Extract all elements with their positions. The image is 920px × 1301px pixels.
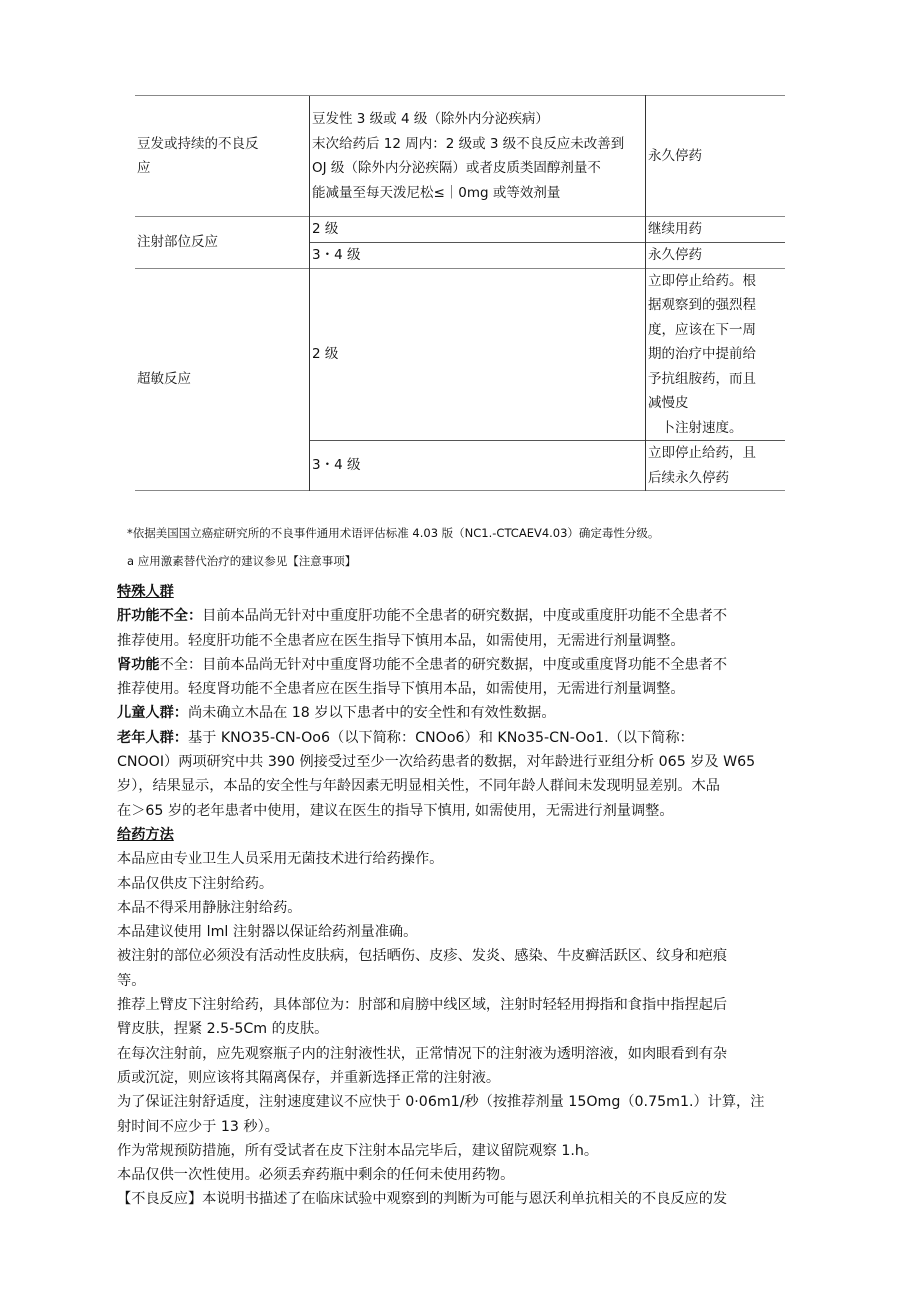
admin-line: 作为常规预防措施，所有受试者在皮下注射本品完毕后，建议留院观察 1.h。 [117,1142,599,1159]
admin-line: 推荐上臂皮下注射给药，具体部位为：肘部和肩膀中线区域，注射时轻轻用拇指和食指中指捏起后 [117,997,728,1014]
grade-cell [310,217,646,243]
section-heading-admin: 给药方法 [117,826,174,843]
action-cell [646,96,786,217]
grade-cell [310,96,646,217]
cell-text: 度，应该在下一周 [648,321,756,338]
item-text: CNOOI）两项研究中共 390 例接受过至少一次给药患者的数据，对年龄进行亚组分析 065 岁及 W65 [117,754,756,771]
table-row [135,96,785,217]
admin-line: 本品仅供一次性使用。必须丢弃药瓶中剩余的任何未使用药物。 [117,1167,515,1184]
cell-text: 立即停止给药。根 [648,272,756,289]
item-text: 在＞65 岁的老年患者中使用，建议在医生的指导下慎用, 如需使用，无需进行剂量调整。 [117,802,674,819]
item-label: 儿童人群： [117,705,188,722]
admin-line: 臂皮肤，捏紧 2.5-5Cm 的皮肤。 [117,1021,329,1038]
condition-cell [135,96,310,217]
grade-cell [310,268,646,441]
item-label: 肾功能 [117,656,160,673]
item-label: 肝功能不全： [117,608,203,625]
cell-text: 能减量至每天泼尼松≤｜0mg 或等效剂量 [312,184,561,201]
admin-line: 【不良反应】本说明书描述了在临床试验中观察到的判断为可能与恩沃利单抗相关的不良反应的发 [117,1191,728,1208]
action-cell [646,268,786,441]
cell-text: 永久停药 [648,247,702,263]
admin-line: 在每次注射前，应先观察瓶子内的注射液性状，正常情况下的注射液为透明溶液，如肉眼看到有杂 [117,1045,728,1062]
admin-line: 本品应由专业卫生人员采用无菌技术进行给药操作。 [117,851,444,868]
cell-text: 立即停止给药，且 [648,445,756,461]
admin-line: 本品仅供皮下注射给药。 [117,875,274,892]
cell-text: 永久停药 [648,147,702,164]
admin-line: 等。 [117,972,146,989]
item-text: 推荐使用。轻度肾功能不全患者应在医生指导下慎用本品，如需使用，无需进行剂量调整。 [117,681,685,698]
action-cell [646,243,786,269]
cell-text: 2 级 [312,221,339,238]
item-text: 目前本品尚无针对中重度肝功能不全患者的研究数据，中度或重度肝功能不全患者不 [202,608,728,625]
action-cell [646,217,786,243]
cell-text: 应 [137,160,151,176]
admin-line: 本品建议使用 lml 注射器以保证给药剂量准确。 [117,924,418,941]
footnote: a 应用激素替代治疗的建议参见【注意事项】 [127,554,357,568]
section-heading-special: 特殊人群 [117,584,174,600]
table-row [135,268,785,441]
item-text: 目前本品尚无针对中重度肾功能不全患者的研究数据，中度或重度肾功能不全患者不 [202,656,728,673]
cell-text: 期的治疗中提前给 [648,346,756,362]
table-row [135,217,785,243]
item-label: 老年人群： [117,729,188,746]
cell-text: 3・4 级 [312,457,361,474]
item-text: 推荐使用。轻度肝功能不全患者应在医生指导下慎用本品，如需使用，无需进行剂量调整。 [117,632,685,649]
condition-cell [135,217,310,269]
admin-line: 为了保证注射舒适度，注射速度建议不应快于 0·06m1/秒（按推荐剂量 15Omg（0.75m1.）计算，注 [117,1094,765,1111]
cell-text: 据观察到的强烈程 [648,297,756,313]
condition-cell [135,268,310,491]
cell-text: 末次给药后 12 周内：2 级或 3 级不良反应未改善到 [312,135,625,152]
footnote: *依据美国国立癌症研究所的不良事件通用术语评估标准 4.03 版（NC1.-CTCAEV4.03）确定毒性分级。 [127,526,660,540]
admin-paragraphs [117,847,807,1211]
cell-text: 予抗组胺药，而且 [648,370,756,387]
dose-modification-table [135,95,785,491]
cell-text: 豆发性 3 级或 4 级（除外内分泌疾病） [312,111,549,127]
cell-text: 卜注射速度。 [648,419,743,436]
admin-line: 本品不得采用静脉注射给药。 [117,899,302,916]
cell-text: 豆发或持续的不良反 [137,135,259,152]
admin-line: 被注射的部位必须没有活动性皮肤病，包括晒伤、皮疹、发炎、感染、牛皮癣活跃区、纹身和疤痕 [117,948,728,965]
cell-text: 注射部位反应 [137,234,218,250]
document-body [117,580,807,1212]
cell-text: 3・4 级 [312,247,361,263]
item-text: 基于 KNO35-CN-Oo6（以下简称：CNOo6）和 KNo35-CN-Oo1.（以下简称： [187,729,694,746]
item-label-rest: 不全： [159,656,203,673]
cell-text: 2 级 [312,346,339,362]
admin-line: 质或沉淀，则应该将其隔离保存，并重新选择正常的注射液。 [117,1069,501,1086]
item-text: 岁），结果显示，本品的安全性与年龄因素无明显相关性，不同年龄人群间未发现明显差别。木品 [117,778,720,795]
cell-text: 减慢皮 [648,395,689,411]
grade-cell [310,441,646,491]
cell-text: OJ 级（除外内分泌疾隔）或者皮质类固醇剂量不 [312,160,601,176]
action-cell [646,441,786,491]
item-text: 尚未确立木品在 18 岁以下患者中的安全性和有效性数据。 [187,705,556,722]
cell-text: 超敏反应 [137,371,191,387]
grade-cell [310,243,646,269]
admin-line: 射时间不应少于 13 秒）。 [117,1118,279,1135]
cell-text: 后续永久停药 [648,469,729,486]
cell-text: 继续用药 [648,221,702,238]
